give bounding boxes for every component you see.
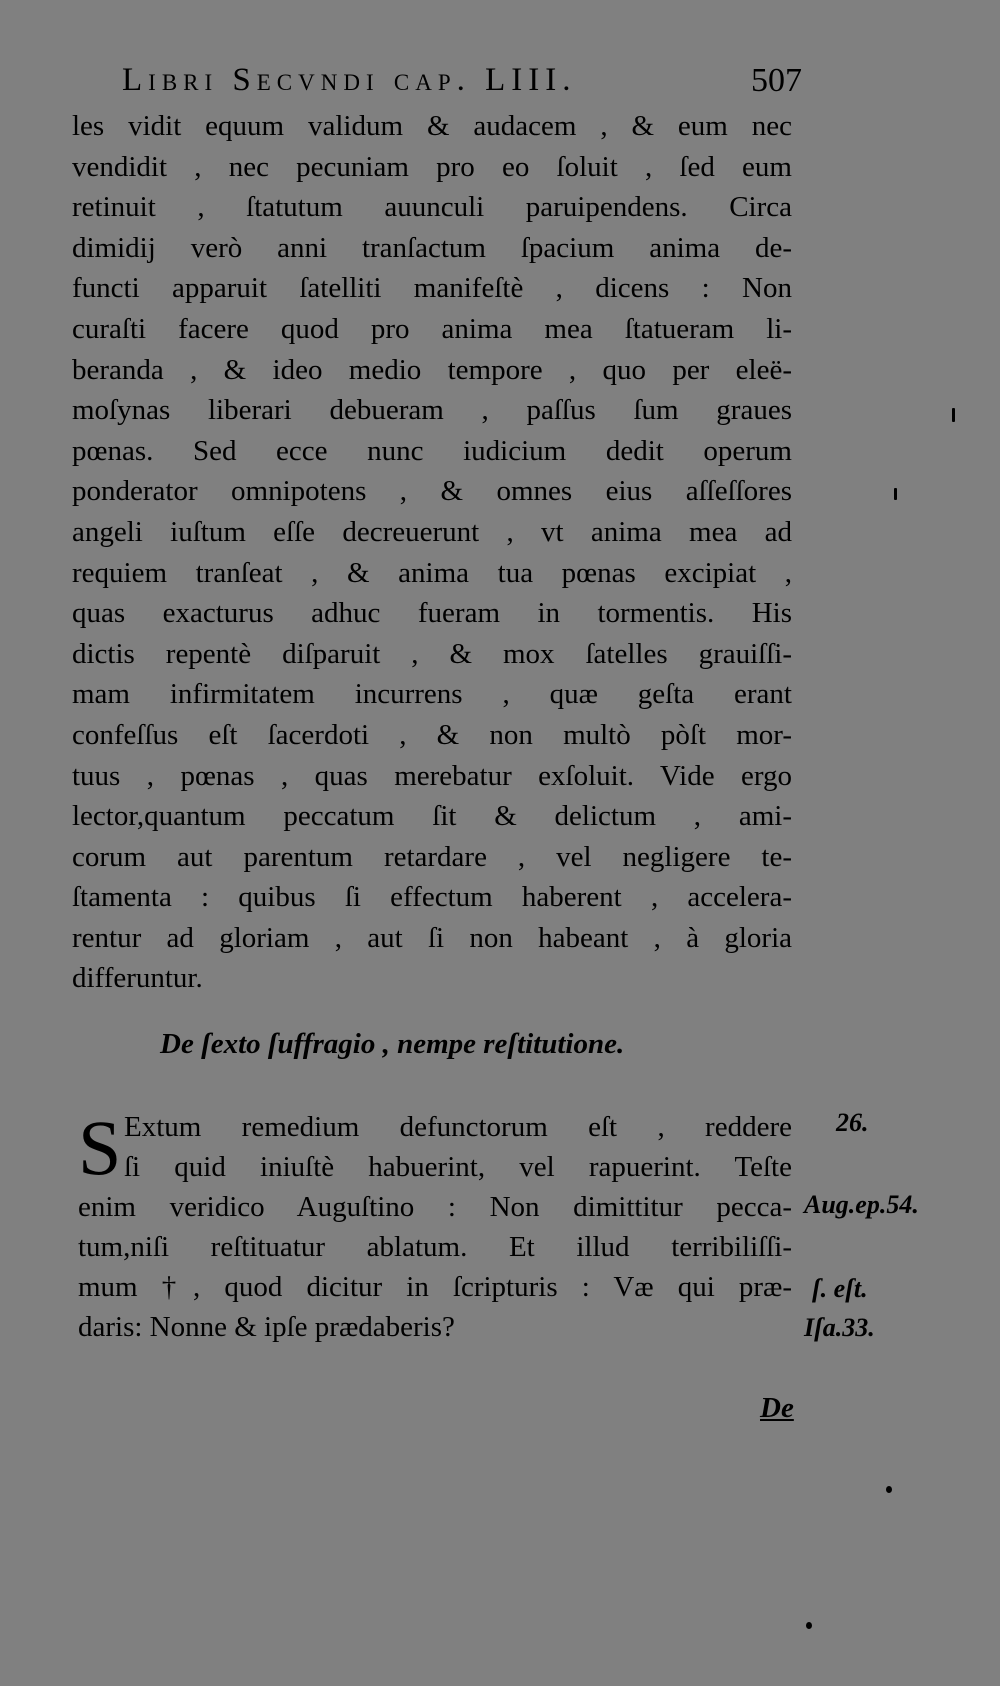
text-line: dictis repentè diſparuit , & mox ſatelles grauiſſi- [72,637,792,670]
speck [894,488,897,500]
text-line: pœnas. Sed ecce nunc iudicium dedit operum [72,434,792,467]
text-line: quas exacturus adhuc fueram in tormentis. His [72,597,792,630]
paragraph-continued [72,106,792,999]
text-line: les vidit equum validum & audacem , & eum nec [72,110,792,142]
margin-note-augustine: Aug.ep.54. [804,1190,919,1219]
page-number: 507 [751,62,802,99]
paragraph-restitution [78,1104,792,1347]
running-head: Libri Secvndi cap. LIII. [122,62,577,98]
text-line: ponderator omnipotens , & omnes eius aſſeſſores [72,475,792,508]
text-line: enim veridico Auguſtino : Non dimittitur pecca- [78,1191,792,1223]
margin-note-isaiah: Iſa.33. [804,1313,875,1342]
text-line: dimidij verò anni tranſactum ſpacium anima de- [72,231,792,264]
text-line: Extum remedium defunctorum eſt , reddere [124,1111,792,1143]
speck [806,1622,812,1629]
text-line: mum †, quod dicitur in ſcripturis : Væ qui præ- [78,1271,792,1303]
text-line: tum,niſi reſtituatur ablatum. Et illud terribiliſſi- [78,1231,792,1263]
text-line: mam infirmitatem incurrens , quæ geſta erant [72,678,792,711]
page-header [122,58,802,104]
catchword: De [760,1392,794,1424]
text-line: corum aut parentum retardare , vel negligere te- [72,840,792,873]
text-line: rentur ad gloriam , aut ſi non habeant , à gloria [72,921,792,954]
text-line: tuus , pœnas , quas merebatur exſoluit. Vide ergo [72,759,792,792]
text-line: angeli iuſtum eſſe decreuerunt , vt anima mea ad [72,515,792,548]
text-line: requiem tranſeat , & anima tua pœnas excipiat , [72,556,792,589]
text-line: moſynas liberari debueram , paſſus ſum graues [72,394,792,427]
text-line: lector,quantum peccatum ſit & delictum , ami- [72,800,792,833]
margin-note-f-est: ſ. eſt. [812,1274,868,1303]
margin-note-number: 26. [836,1108,869,1137]
text-line: vendidit , nec pecuniam pro eo ſoluit , ſed eum [72,150,792,183]
speck [886,1486,892,1493]
speck [952,408,955,422]
text-line: daris: Nonne & ipſe prædaberis? [78,1311,455,1343]
drop-cap: S [78,1104,122,1191]
text-line: ſtamenta : quibus ſi effectum haberent , accelera- [72,881,792,914]
text-line: differuntur. [72,962,203,995]
text-line: confeſſus eſt ſacerdoti , & non multò pòſt mor- [72,718,792,751]
text-line: functi apparuit ſatelliti manifeſtè , dicens : Non [72,272,792,305]
text-line: ſi quid iniuſtè habuerint, vel rapuerint. Teſte [124,1151,792,1183]
text-line: beranda , & ideo medio tempore , quo per eleë- [72,353,792,386]
text-line: curaſti facere quod pro anima mea ſtatueram li- [72,312,792,345]
text-line: retinuit , ſtatutum auunculi paruipendens. Circa [72,191,792,224]
section-heading: De ſexto ſuffragio , nempe reſtitutione. [160,1028,625,1060]
